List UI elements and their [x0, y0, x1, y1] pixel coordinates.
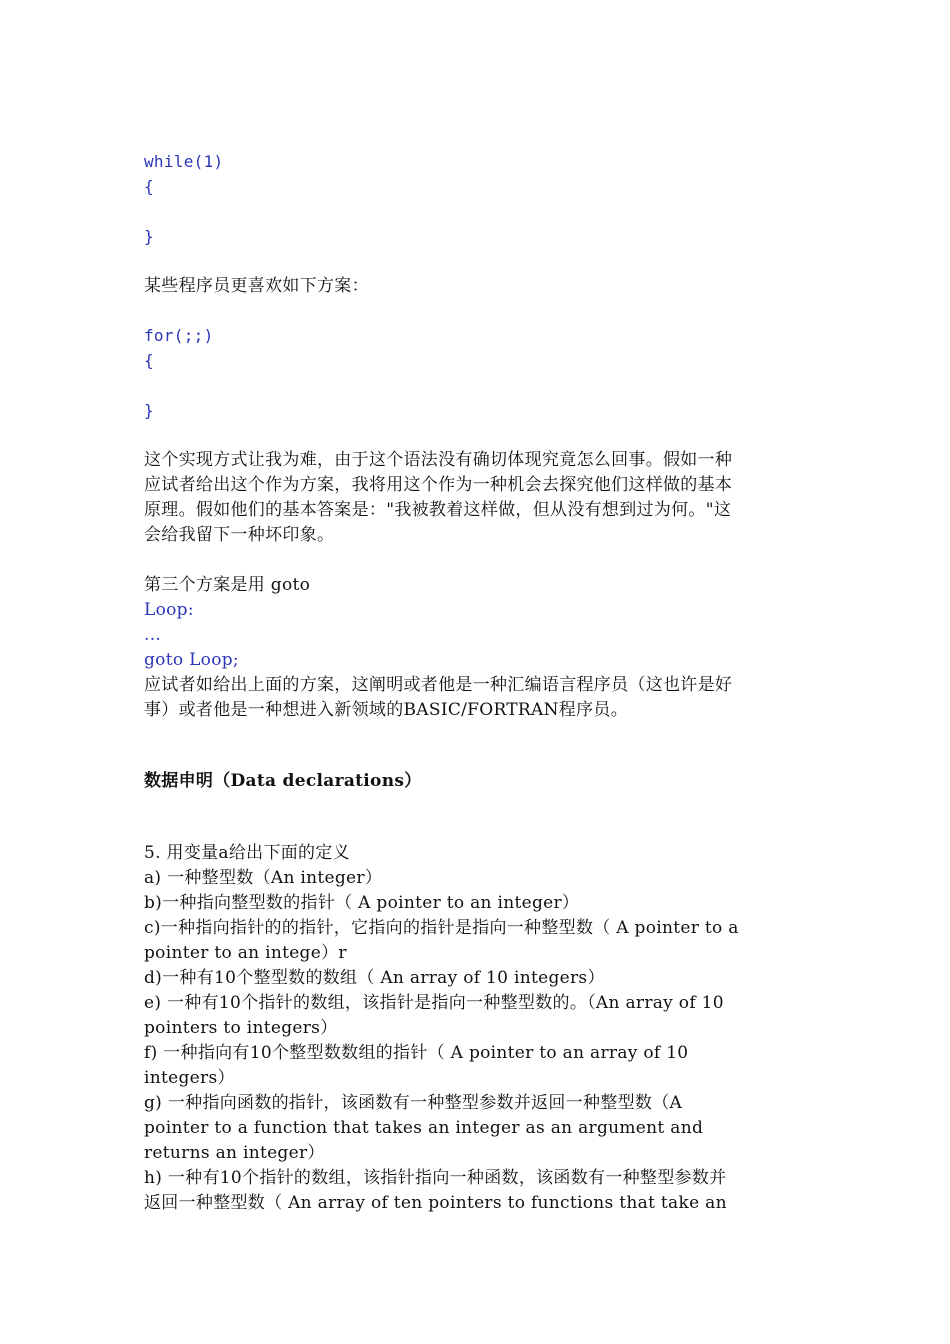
question-line: c)一种指向指针的的指针，它指向的指针是指向一种整型数（ A pointer to a: [144, 918, 739, 938]
paragraph-line: 应试者如给出上面的方案，这阐明或者他是一种汇编语言程序员（这也许是好: [144, 675, 733, 695]
question-line: d)一种有10个整型数的数组（ An array of 10 integers）: [144, 968, 605, 988]
question-line: b)一种指向整型数的指针（ A pointer to an integer）: [144, 893, 580, 913]
question-line: pointers to integers）: [144, 1018, 338, 1038]
paragraph-some-prefer: 某些程序员更喜欢如下方案：: [144, 276, 369, 296]
code-loop-label: Loop:: [144, 600, 194, 620]
paragraph-line: 会给我留下一种坏印象。: [144, 525, 335, 545]
code-open-brace: {: [144, 177, 154, 196]
paragraph-line: 应试者给出这个作为方案，我将用这个作为一种机会去探究他们这样做的基本: [144, 475, 733, 495]
question-line: pointer to an intege）r: [144, 943, 347, 963]
section-heading: 数据申明（Data declarations）: [144, 771, 422, 791]
question-line: h) 一种有10个指针的数组，该指针指向一种函数，该函数有一种整型参数并: [144, 1168, 727, 1188]
question-line: 返回一种整型数（ An array of ten pointers to functions that take an: [144, 1193, 727, 1213]
paragraph-third-solution: 第三个方案是用 goto: [144, 575, 311, 595]
question-line: a) 一种整型数（An integer）: [144, 868, 383, 888]
question-line: integers）: [144, 1068, 235, 1088]
code-goto-line: goto Loop;: [144, 650, 239, 670]
paragraph-line: 原理。假如他们的基本答案是："我被教着这样做，但从没有想到过为何。"这: [144, 500, 732, 520]
code-open-brace: {: [144, 351, 154, 370]
paragraph-line: 这个实现方式让我为难，由于这个语法没有确切体现究竟怎么回事。假如一种: [144, 450, 733, 470]
question-title: 5. 用变量a给出下面的定义: [144, 843, 350, 863]
paragraph-line: 事）或者他是一种想进入新领域的BASIC/FORTRAN程序员。: [144, 700, 628, 720]
code-close-brace: }: [144, 401, 154, 420]
code-ellipsis: ...: [144, 625, 162, 645]
code-while-line: while(1): [144, 152, 224, 171]
question-line: f) 一种指向有10个整型数数组的指针（ A pointer to an array of 10: [144, 1043, 689, 1063]
code-close-brace: }: [144, 227, 154, 246]
question-line: pointer to a function that takes an integer as an argument and: [144, 1118, 704, 1138]
code-for-line: for(;;): [144, 326, 214, 345]
question-line: g) 一种指向函数的指针，该函数有一种整型参数并返回一种整型数（A: [144, 1093, 683, 1113]
question-line: returns an integer）: [144, 1143, 325, 1163]
question-line: e) 一种有10个指针的数组，该指针是指向一种整型数的。（An array of 10: [144, 993, 724, 1013]
